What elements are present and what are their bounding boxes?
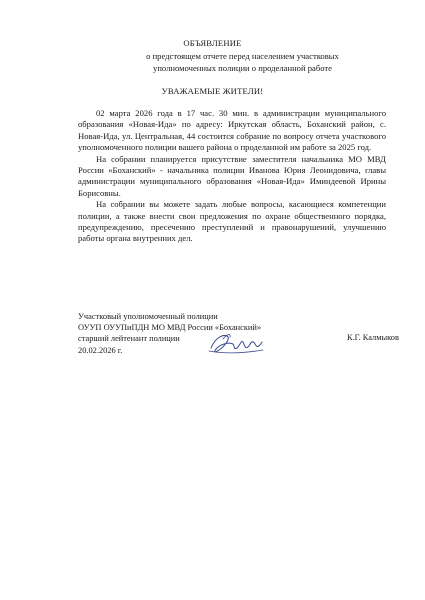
notice-subtitle-line-1: о предстоящем отчете перед населением участковых [146,51,339,61]
officer-position-line-1: Участковый уполномоченный полиции [78,312,218,321]
notice-body [78,108,386,245]
officer-name: К.Г. Калмыков [347,333,399,342]
paragraph-meeting-details: 02 марта 2026 года в 17 час. 30 мин. в администрации муниципального образования «Новая-Ида» по адресу: Иркутская область, Боханский район, с. Новая-Ида, ул. Центральная, 44 состоится собрание по вопросу отчета участкового уполномоченного полиции вашего района о проделанной им работе за 2025 год. [78,108,386,153]
officer-rank: старший лейтенант полиции [78,334,180,344]
notice-title: ОБЪЯВЛЕНИЕ [183,38,242,48]
signature-block [78,311,318,356]
handwritten-signature [205,330,265,356]
notice-subtitle [100,50,385,74]
greeting-heading: УВАЖАЕМЫЕ ЖИТЕЛИ! [161,86,264,96]
document-date: 20.02.2026 г. [78,345,123,355]
officer-position-line-2: ОУУП ОУУПиПДН МО МВД России «Боханский» [78,323,262,333]
paragraph-attendees: На собрании планируется присутствие заместителя начальника МО МВД России «Боханский» - начальника полиции Иванова Юрия Леонидовича, главы администрации муниципального образования «Новая-Ида» Иминдеевой Ирины Борисовны. [78,153,386,198]
notice-subtitle-line-2: уполномоченных полиции о проделанной работе [153,63,332,73]
paragraph-questions: На собрании вы можете задать любые вопросы, касающиеся компетенции полиции, а также внести свои предложения по охране общественного порядка, предупреждению, пресечению преступлений и правонарушений, улучшению работы органа внутренних дел. [78,199,386,244]
